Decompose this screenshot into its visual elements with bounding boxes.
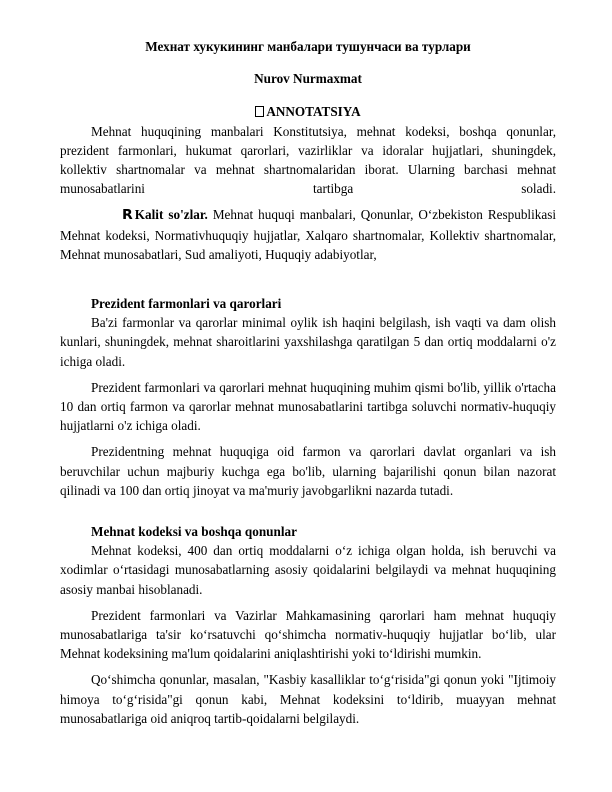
abstract-text: Mehnat huquqining manbalari Konstitutsiya, mehnat kodeksi, boshqa qonunlar, prezident farmonlari, hukumat qarorlari, vazirliklar va idoralar hujjatlari, shuningdek, kollektiv shartnomalar va mehnat shartnomalaridan iborat. Ularning barchasi mehnat munosabatlarini tartibga soladi. — [60, 123, 556, 197]
keywords-text: Mehnat huquqi manbalari, Qonunlar, O‘zbekiston Respublikasi Mehnat kodeksi, Normativhuquqiy hujjatlar, Xalqaro shartnomalar, Kollektiv shartnomalar, Mehnat munosabatlari, Sud amaliyoti, Huquqiy adabiyotlar, — [60, 207, 556, 262]
body-paragraph: Mehnat kodeksi, 400 dan ortiq moddalarni o‘z ichiga olgan holda, ish beruvchi va xodimlar o‘rtasidagi munosabatlarning asosiy qoidalarini belgilaydi va mehnat huquqining asosiy manbai hisoblanadi. — [60, 543, 556, 597]
body-paragraph: Prezident farmonlari va qarorlari mehnat huquqining muhim qismi bo'lib, yillik o'rtacha 10 dan ortiq farmon va qarorlar mehnat munosabatlarini tartibga soluvchi normativ-huquqiy hujjatlarni o'z ichiga oladi. — [60, 379, 556, 434]
body-paragraph: Ba'zi farmonlar va qarorlar minimal oylik ish haqini belgilash, ish vaqti va dam olish kunlari, shuningdek, mehnat sharoitlarini yaxshilashga qaratilgan 5 dan ortiq moddalarni o'z ichiga oladi. — [60, 315, 556, 369]
section-heading: Mehnat kodeksi va boshqa qonunlar — [91, 524, 297, 540]
abstract-heading: ANNOTATSIYA — [266, 104, 361, 120]
section-heading: Prezident farmonlari va qarorlari — [91, 296, 282, 312]
paper-page — [60, 37, 556, 728]
abstract-heading-row — [60, 102, 556, 121]
key-icon: 𝗥 — [122, 208, 133, 224]
author-name: Nurov Nurmaxmat — [254, 71, 362, 87]
keywords-paragraph — [60, 205, 556, 264]
missing-glyph-icon — [255, 106, 264, 117]
keywords-label: Kalit so'zlar. — [134, 207, 208, 223]
body-paragraph: Qo‘shimcha qonunlar, masalan, "Kasbiy kasalliklar to‘g‘risida"gi qonun yoki "Ijtimoiy himoya to‘g‘risida"gi qonun kabi, Mehnat kodeksini to‘ldirib, muayyan mehnat munosabatlariga oid aniqroq tartib-qoidalarni belgilaydi. — [60, 672, 556, 726]
body-paragraph: Prezidentning mehnat huquqiga oid farmon va qarorlari davlat organlari va ish beruvchilar uchun majburiy kuchga ega bo'lib, ularning bajarilishi qonun bilan nazorat qilinadi va 100 dan ortiq jinoyat va ma'muriy javobgarlikni nazarda tutadi. — [60, 444, 556, 498]
paper-title: Мехнат хукукининг манбалари тушунчаси ва турлари — [145, 39, 471, 54]
body-paragraph: Prezident farmonlari va Vazirlar Mahkamasining qarorlari ham mehnat huquqiy munosabatlariga ta'sir ko‘rsatuvchi qo‘shimcha normativ-huquqiy hujjatlar bo‘lib, ular Mehnat kodeksining ma'lum qoidalarini aniqlashtirishi yoki to‘ldirishi mumkin. — [60, 607, 556, 662]
